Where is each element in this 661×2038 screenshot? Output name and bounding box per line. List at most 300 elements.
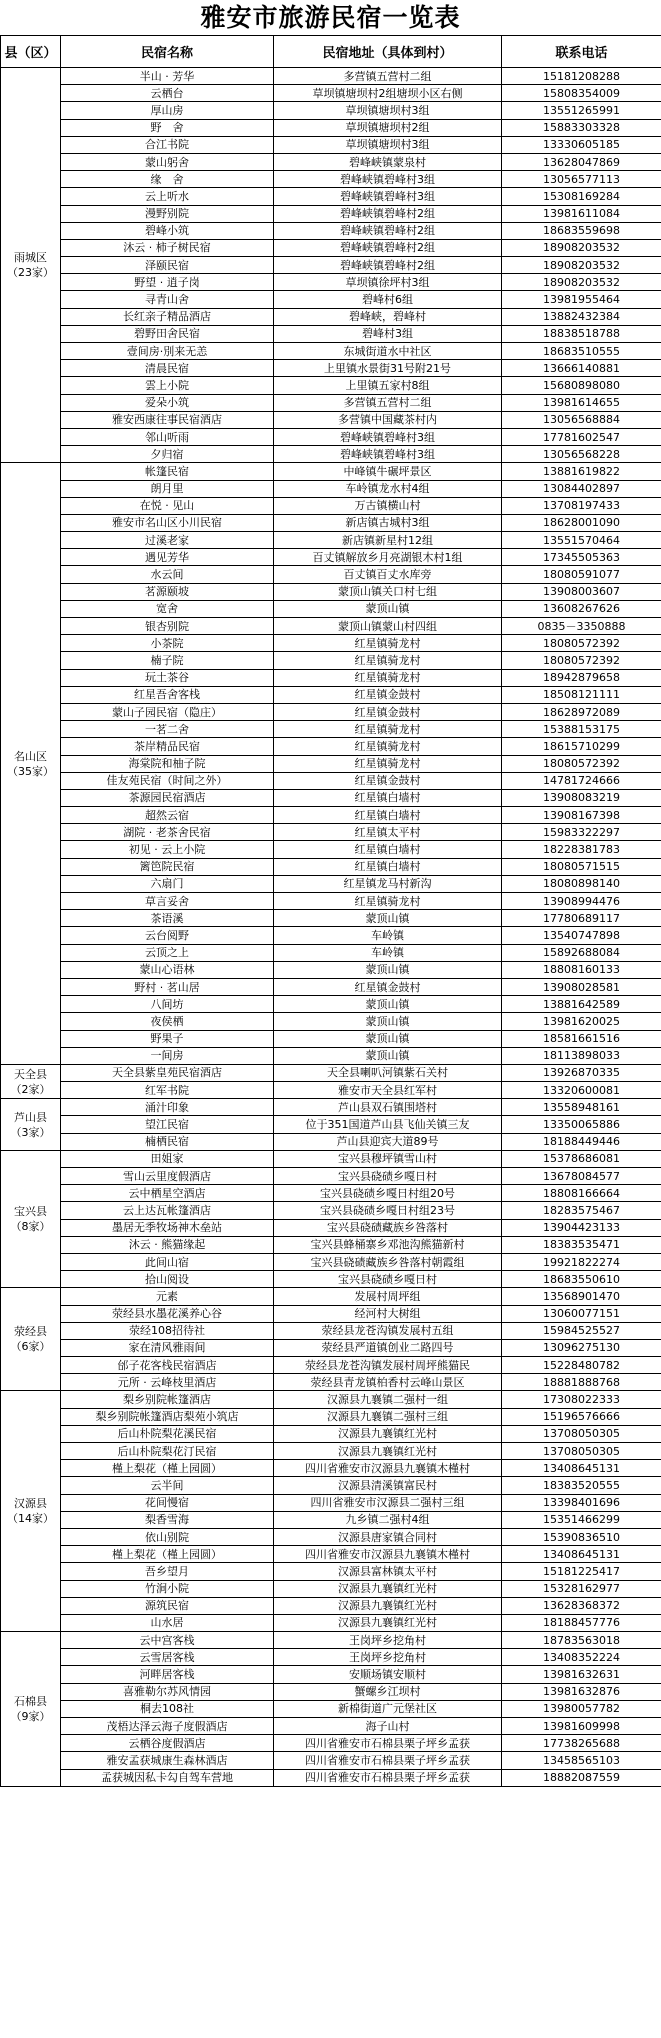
table-row [1, 325, 661, 342]
table-row [1, 1133, 661, 1150]
homestay-name: 野村 · 茗山居 [61, 978, 274, 995]
homestay-name: 初见 · 云上小院 [61, 841, 274, 858]
homestay-name: 雪山云里度假酒店 [61, 1168, 274, 1185]
contact-phone: 13904423133 [502, 1219, 661, 1236]
contact-phone: 18508121111 [502, 686, 661, 703]
homestay-name: 帐篷民宿 [61, 463, 274, 480]
homestay-name: 八间坊 [61, 996, 274, 1013]
homestay-address: 红星镇骑龙村 [274, 635, 502, 652]
county-count: （35家） [7, 764, 54, 778]
homestay-address: 王岗坪乡挖角村 [274, 1649, 502, 1666]
homestay-name: 超然云宿 [61, 807, 274, 824]
homestay-name: 楠子院 [61, 652, 274, 669]
contact-phone: 18080572392 [502, 635, 661, 652]
homestay-name: 遇见芳华 [61, 549, 274, 566]
contact-phone: 15328162977 [502, 1580, 661, 1597]
homestay-name: 梨乡别院帐篷酒店梨苑小筑店 [61, 1408, 274, 1425]
homestay-address: 汉源县九襄镇红光村 [274, 1425, 502, 1442]
homestay-address: 四川省雅安市汉源县九襄镇木槿村 [274, 1460, 502, 1477]
homestay-address: 四川省雅安市石棉县栗子坪乡孟获 [274, 1735, 502, 1752]
table-row [1, 377, 661, 394]
table-row [1, 257, 661, 274]
contact-phone: 13908003607 [502, 583, 661, 600]
homestay-name: 元素 [61, 1288, 274, 1305]
homestay-address: 宝兴县硗碛藏族乡咎落村 [274, 1219, 502, 1236]
homestay-name: 云上听水 [61, 188, 274, 205]
contact-phone: 13926870335 [502, 1064, 661, 1081]
contact-phone: 13908083219 [502, 789, 661, 806]
county-count: （23家） [7, 266, 54, 280]
contact-phone: 13981632631 [502, 1666, 661, 1683]
contact-phone: 13330605185 [502, 136, 661, 153]
homestay-address: 红星镇白墙村 [274, 858, 502, 875]
table-row [1, 807, 661, 824]
table-row [1, 1236, 661, 1253]
table-row [1, 1494, 661, 1511]
table-row [1, 824, 661, 841]
contact-phone: 13881619822 [502, 463, 661, 480]
homestay-name: 吾乡望月 [61, 1563, 274, 1580]
table-row [1, 480, 661, 497]
homestay-address: 宝兴县硗碛藏族乡咎落村朝霞组 [274, 1253, 502, 1270]
contact-phone: 18228381783 [502, 841, 661, 858]
homestay-address: 新店镇古城村3组 [274, 514, 502, 531]
homestay-address: 百丈镇解放乡月亮湖银木村1组 [274, 549, 502, 566]
homestay-address: 蒙顶山镇 [274, 961, 502, 978]
table-row [1, 755, 661, 772]
table-row [1, 944, 661, 961]
homestay-address: 安顺场镇安顺村 [274, 1666, 502, 1683]
table-row [1, 1168, 661, 1185]
contact-phone: 13908994476 [502, 893, 661, 910]
contact-phone: 13678084577 [502, 1168, 661, 1185]
contact-phone: 18080572392 [502, 652, 661, 669]
contact-phone: 15680898080 [502, 377, 661, 394]
county-cell [1, 68, 61, 463]
table-row [1, 188, 661, 205]
contact-phone: 13908167398 [502, 807, 661, 824]
homestay-address: 红星镇骑龙村 [274, 738, 502, 755]
table-row [1, 841, 661, 858]
table-row [1, 1649, 661, 1666]
contact-phone: 18942879658 [502, 669, 661, 686]
county-cell [1, 1391, 61, 1632]
table-row [1, 446, 661, 463]
homestay-address: 东城街道水中社区 [274, 343, 502, 360]
contact-phone: 13881642589 [502, 996, 661, 1013]
contact-phone: 13981632876 [502, 1683, 661, 1700]
contact-phone: 13056568884 [502, 411, 661, 428]
table-row [1, 1735, 661, 1752]
homestay-name: 宽舍 [61, 600, 274, 617]
table-row [1, 1064, 661, 1081]
table-row [1, 686, 661, 703]
table-row [1, 978, 661, 995]
contact-phone: 18080591077 [502, 566, 661, 583]
homestay-address: 红星镇金鼓村 [274, 703, 502, 720]
homestay-name: 合江书院 [61, 136, 274, 153]
table-row [1, 1580, 661, 1597]
homestay-name: 海棠院和柚子院 [61, 755, 274, 772]
homestay-name: 元所 · 云峰枝里酒店 [61, 1374, 274, 1391]
homestay-name: 半山 · 芳华 [61, 68, 274, 85]
contact-phone: 13882432384 [502, 308, 661, 325]
homestay-name: 桐去108社 [61, 1700, 274, 1717]
homestay-name: 竹涧小院 [61, 1580, 274, 1597]
homestay-address: 碧峰峡镇蒙泉村 [274, 153, 502, 170]
homestay-name: 沐云 · 柿子树民宿 [61, 239, 274, 256]
contact-phone: 15181225417 [502, 1563, 661, 1580]
homestay-address: 多营镇五营村二组 [274, 68, 502, 85]
contact-phone: 13350065886 [502, 1116, 661, 1133]
homestay-name: 碧野田舍民宿 [61, 325, 274, 342]
homestay-address: 碧峰峡镇碧峰村3组 [274, 171, 502, 188]
homestay-address: 蟹螺乡江坝村 [274, 1683, 502, 1700]
homestay-address: 红星镇骑龙村 [274, 669, 502, 686]
homestay-address: 蒙顶山镇 [274, 1047, 502, 1064]
contact-phone: 19921822274 [502, 1253, 661, 1270]
homestay-name: 云上达瓦帐篷酒店 [61, 1202, 274, 1219]
table-row [1, 635, 661, 652]
homestay-name: 夕归宿 [61, 446, 274, 463]
homestay-address: 红星镇白墙村 [274, 841, 502, 858]
contact-phone: 18908203532 [502, 274, 661, 291]
homestay-name: 依山别院 [61, 1528, 274, 1545]
homestay-name: 爱朵小筑 [61, 394, 274, 411]
homestay-address: 碧峰峡镇碧峰村2组 [274, 257, 502, 274]
homestay-name: 荥经县水墨花溪养心谷 [61, 1305, 274, 1322]
table-row [1, 394, 661, 411]
table-row [1, 222, 661, 239]
table-row [1, 1614, 661, 1631]
contact-phone: 18881888768 [502, 1374, 661, 1391]
contact-phone: 17738265688 [502, 1735, 661, 1752]
homestay-name: 天全县紫皇苑民宿酒店 [61, 1064, 274, 1081]
homestay-address: 碧峰峡镇碧峰村2组 [274, 222, 502, 239]
homestay-name: 漫野别院 [61, 205, 274, 222]
table-row [1, 1219, 661, 1236]
contact-phone: 18581661516 [502, 1030, 661, 1047]
homestay-name: 茶源园民宿酒店 [61, 789, 274, 806]
homestay-address: 蒙顶山镇 [274, 910, 502, 927]
table-row [1, 1718, 661, 1735]
homestay-address: 红星镇骑龙村 [274, 755, 502, 772]
table-row [1, 600, 661, 617]
homestay-name: 野望 · 逍子岗 [61, 274, 274, 291]
contact-phone: 17308022333 [502, 1391, 661, 1408]
homestay-name: 水云间 [61, 566, 274, 583]
homestay-name: 清晨民宿 [61, 360, 274, 377]
table-row [1, 1271, 661, 1288]
homestay-name: 源筑民宿 [61, 1597, 274, 1614]
contact-phone: 13568901470 [502, 1288, 661, 1305]
homestay-address: 汉源县九襄镇二强村一组 [274, 1391, 502, 1408]
homestay-address: 红星镇太平村 [274, 824, 502, 841]
homestay-address: 碧峰峡镇碧峰村3组 [274, 446, 502, 463]
homestay-address: 汉源县九襄镇红光村 [274, 1443, 502, 1460]
homestay-name: 此间山宿 [61, 1253, 274, 1270]
county-cell [1, 1099, 61, 1151]
homestay-name: 蒙山子园民宿（隐庄） [61, 703, 274, 720]
county-name: 石棉县 [14, 1694, 47, 1708]
homestay-address: 蒙顶山镇 [274, 1013, 502, 1030]
table-row [1, 1683, 661, 1700]
homestay-address: 万古镇横山村 [274, 497, 502, 514]
homestay-address: 宝兴县硗碛乡嘎日村 [274, 1271, 502, 1288]
homestay-name: 朗月里 [61, 480, 274, 497]
county-count: （3家） [10, 1125, 51, 1139]
homestay-name: 蒙山躬舍 [61, 153, 274, 170]
contact-phone: 17780689117 [502, 910, 661, 927]
contact-phone: 18383535471 [502, 1236, 661, 1253]
homestay-address: 蒙顶山镇 [274, 600, 502, 617]
homestay-address: 多营镇中国藏茶村内 [274, 411, 502, 428]
table-row [1, 566, 661, 583]
homestay-address: 位于351国道芦山县飞仙关镇三友 [274, 1116, 502, 1133]
homestay-address: 汉源县九襄镇红光村 [274, 1597, 502, 1614]
table-row [1, 102, 661, 119]
contact-phone: 18628001090 [502, 514, 661, 531]
homestay-address: 王岗坪乡挖角村 [274, 1632, 502, 1649]
county-cell [1, 463, 61, 1065]
table-row [1, 1546, 661, 1563]
homestay-address: 汉源县唐家镇合同村 [274, 1528, 502, 1545]
table-row [1, 514, 661, 531]
homestay-name: 雅安西康往事民宿酒店 [61, 411, 274, 428]
contact-phone: 13084402897 [502, 480, 661, 497]
contact-phone: 17345505363 [502, 549, 661, 566]
homestay-address: 红星镇白墙村 [274, 807, 502, 824]
homestay-address: 经河村大树组 [274, 1305, 502, 1322]
homestay-address: 宝兴县硗碛乡嘎日村组20号 [274, 1185, 502, 1202]
table-row [1, 1425, 661, 1442]
contact-phone: 18188449446 [502, 1133, 661, 1150]
homestay-address: 上里镇五家村8组 [274, 377, 502, 394]
homestay-name: 佳友苑民宿（时间之外） [61, 772, 274, 789]
table-row [1, 1357, 661, 1374]
homestay-name: 孟获城因私卡勾自驾车营地 [61, 1769, 274, 1786]
homestay-name: 拾山阅设 [61, 1271, 274, 1288]
header-phone: 联系电话 [502, 36, 661, 68]
homestay-address: 宝兴县蜂桶寨乡邓池沟熊猫新村 [274, 1236, 502, 1253]
table-row [1, 239, 661, 256]
county-name: 雨城区 [14, 251, 47, 265]
table-row [1, 136, 661, 153]
homestay-address: 宝兴县硗碛乡嘎日村 [274, 1168, 502, 1185]
county-count: （2家） [10, 1082, 51, 1096]
homestay-name: 缘 舍 [61, 171, 274, 188]
table-row [1, 1099, 661, 1116]
homestay-address: 百丈镇百丈水库旁 [274, 566, 502, 583]
contact-phone: 13981614655 [502, 394, 661, 411]
contact-phone: 18080571515 [502, 858, 661, 875]
homestay-address: 碧峰村6组 [274, 291, 502, 308]
homestay-name: 过溪老家 [61, 532, 274, 549]
table-row [1, 1253, 661, 1270]
homestay-address: 碧峰峡镇碧峰村2组 [274, 205, 502, 222]
contact-phone: 13060077151 [502, 1305, 661, 1322]
contact-phone: 18080572392 [502, 755, 661, 772]
homestay-address: 海子山村 [274, 1718, 502, 1735]
homestay-name: 沐云 · 熊猫缘起 [61, 1236, 274, 1253]
contact-phone: 18615710299 [502, 738, 661, 755]
contact-phone: 14781724666 [502, 772, 661, 789]
contact-phone: 13096275130 [502, 1339, 661, 1356]
county-name: 荥经县 [14, 1325, 47, 1339]
contact-phone: 18808166664 [502, 1185, 661, 1202]
homestay-name: 云雪居客栈 [61, 1649, 274, 1666]
homestay-name: 槿上梨花（槿上园圆） [61, 1460, 274, 1477]
table-row [1, 1288, 661, 1305]
homestay-address: 九乡镇二强村4组 [274, 1511, 502, 1528]
table-row [1, 961, 661, 978]
table-row [1, 618, 661, 635]
homestay-name: 茂梧达泽云海子度假酒店 [61, 1718, 274, 1735]
homestay-address: 新棉街道广元堡社区 [274, 1700, 502, 1717]
homestay-address: 四川省雅安市汉源县九襄镇木槿村 [274, 1546, 502, 1563]
county-cell [1, 1632, 61, 1787]
homestay-name: 篱笆院民宿 [61, 858, 274, 875]
homestay-address: 四川省雅安市石棉县栗子坪乡孟获 [274, 1769, 502, 1786]
contact-phone: 15883303328 [502, 119, 661, 136]
homestay-address: 宝兴县穆坪镇雪山村 [274, 1150, 502, 1167]
table-row [1, 463, 661, 480]
county-name: 宝兴县 [14, 1205, 47, 1219]
homestay-address: 草坝镇塘坝村3组 [274, 136, 502, 153]
homestay-address: 蒙顶山镇 [274, 996, 502, 1013]
homestay-name: 湖院 · 老茶舍民宿 [61, 824, 274, 841]
contact-phone: 13666140881 [502, 360, 661, 377]
table-row [1, 996, 661, 1013]
county-name: 天全县 [14, 1067, 47, 1081]
table-row [1, 308, 661, 325]
table-row [1, 1047, 661, 1064]
contact-phone: 13056568228 [502, 446, 661, 463]
contact-phone: 13981620025 [502, 1013, 661, 1030]
contact-phone: 13981611084 [502, 205, 661, 222]
table-row [1, 411, 661, 428]
table-row [1, 549, 661, 566]
county-cell [1, 1064, 61, 1098]
table-row [1, 652, 661, 669]
table-row [1, 532, 661, 549]
table-row [1, 1391, 661, 1408]
table-row [1, 1528, 661, 1545]
contact-phone: 13708050305 [502, 1443, 661, 1460]
table-row [1, 85, 661, 102]
homestay-name: 楠栖民宿 [61, 1133, 274, 1150]
homestay-address: 多营镇五营村二组 [274, 394, 502, 411]
table-row [1, 291, 661, 308]
table-row [1, 858, 661, 875]
contact-phone: 18908203532 [502, 257, 661, 274]
homestay-address: 草坝镇徐坪村3组 [274, 274, 502, 291]
table-row [1, 1185, 661, 1202]
contact-phone: 15808354009 [502, 85, 661, 102]
contact-phone: 13608267626 [502, 600, 661, 617]
homestay-name: 长红亲子精品酒店 [61, 308, 274, 325]
table-header-row [1, 36, 661, 68]
homestay-name: 河畔居客栈 [61, 1666, 274, 1683]
table-row [1, 205, 661, 222]
table-row [1, 721, 661, 738]
homestay-name: 云顶之上 [61, 944, 274, 961]
homestay-name: 云栖谷度假酒店 [61, 1735, 274, 1752]
homestay-address: 红星镇骑龙村 [274, 893, 502, 910]
homestay-address: 红星镇骑龙村 [274, 721, 502, 738]
homestay-address: 汉源县九襄镇二强村三组 [274, 1408, 502, 1425]
contact-phone: 13056577113 [502, 171, 661, 188]
contact-phone: 15892688084 [502, 944, 661, 961]
county-count: （8家） [10, 1220, 51, 1234]
contact-phone: 13908028581 [502, 978, 661, 995]
homestay-name: 六扇门 [61, 875, 274, 892]
table-row [1, 1339, 661, 1356]
homestay-address: 宝兴县硗碛乡嘎日村组23号 [274, 1202, 502, 1219]
table-body [1, 68, 661, 1787]
contact-phone: 13320600081 [502, 1082, 661, 1099]
homestay-address: 汉源县富林镇太平村 [274, 1563, 502, 1580]
page-title: 雅安市旅游民宿一览表 [200, 3, 461, 32]
table-row [1, 1202, 661, 1219]
table-row [1, 497, 661, 514]
table-row [1, 153, 661, 170]
contact-phone: 18783563018 [502, 1632, 661, 1649]
contact-phone: 15308169284 [502, 188, 661, 205]
table-row [1, 1116, 661, 1133]
contact-phone: 18683510555 [502, 343, 661, 360]
table-row [1, 893, 661, 910]
contact-phone: 13981955464 [502, 291, 661, 308]
contact-phone: 17781602547 [502, 428, 661, 445]
homestay-name: 红军书院 [61, 1082, 274, 1099]
table-row [1, 1374, 661, 1391]
homestay-name: 茗源颐坡 [61, 583, 274, 600]
homestay-address: 红星镇骑龙村 [274, 652, 502, 669]
homestay-name: 茶语溪 [61, 910, 274, 927]
header-name: 民宿名称 [61, 36, 274, 68]
table-row [1, 1082, 661, 1099]
table-row [1, 1666, 661, 1683]
homestay-name: 望江民宿 [61, 1116, 274, 1133]
homestay-name: 泽颐民宿 [61, 257, 274, 274]
contact-phone: 15228480782 [502, 1357, 661, 1374]
contact-phone: 13551570464 [502, 532, 661, 549]
homestay-name: 梨乡别院帐篷酒店 [61, 1391, 274, 1408]
homestay-address: 红星镇金鼓村 [274, 978, 502, 995]
contact-phone: 13458565103 [502, 1752, 661, 1769]
homestay-name: 银杏别院 [61, 618, 274, 635]
county-count: （6家） [10, 1340, 51, 1354]
homestay-name: 茶岸精品民宿 [61, 738, 274, 755]
table-row [1, 1030, 661, 1047]
homestay-name: 喜雅勒尔苏风情园 [61, 1683, 274, 1700]
table-row [1, 1305, 661, 1322]
homestay-address: 芦山县双石镇围塔村 [274, 1099, 502, 1116]
homestay-name: 壹间房·別来无恙 [61, 343, 274, 360]
county-cell [1, 1288, 61, 1391]
contact-phone: 18283575467 [502, 1202, 661, 1219]
table-row [1, 1477, 661, 1494]
contact-phone: 13628047869 [502, 153, 661, 170]
contact-phone: 18113898033 [502, 1047, 661, 1064]
table-row [1, 1013, 661, 1030]
contact-phone: 18683559698 [502, 222, 661, 239]
homestay-address: 荥经县青龙镇柏香村云峰山景区 [274, 1374, 502, 1391]
contact-phone: 18188457776 [502, 1614, 661, 1631]
homestay-name: 碧峰小筑 [61, 222, 274, 239]
homestay-address: 蒙顶山镇蒙山村四组 [274, 618, 502, 635]
